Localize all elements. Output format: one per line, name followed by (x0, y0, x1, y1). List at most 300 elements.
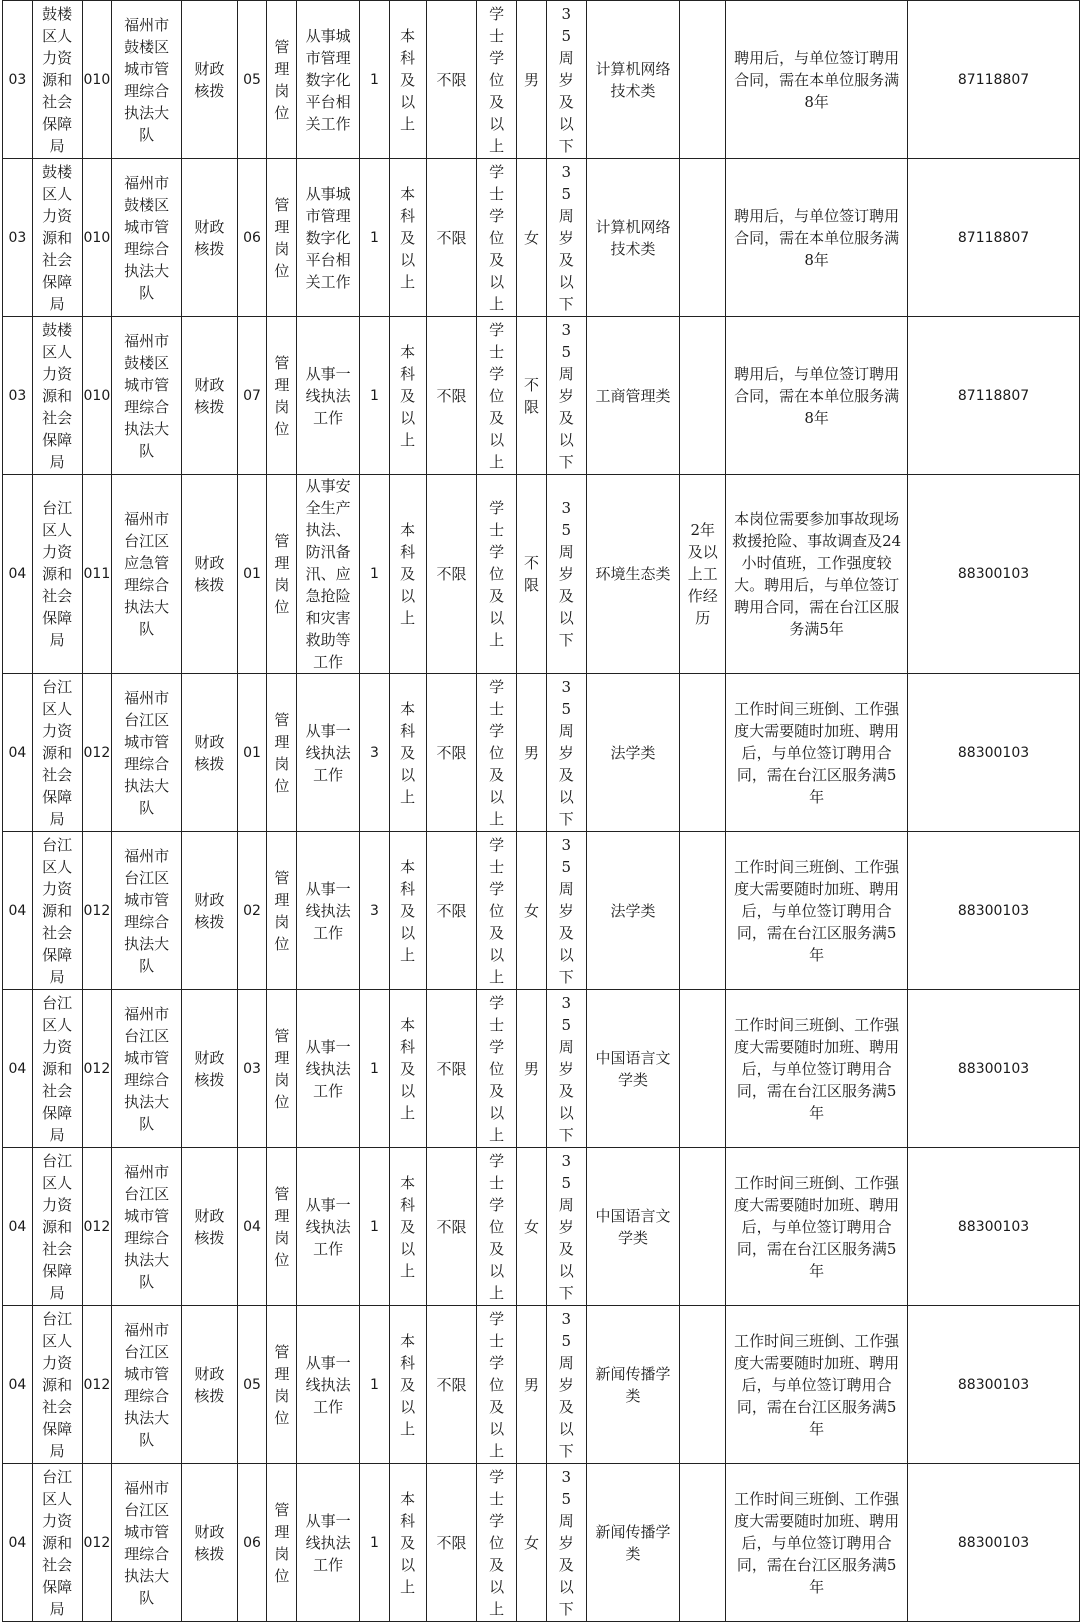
cell-phone (908, 317, 1080, 475)
cell-text: 35周岁及以下 (558, 1309, 574, 1460)
cell-text: 不限 (436, 1533, 467, 1552)
cell-notes (726, 674, 908, 832)
cell-text: 福州市鼓楼区城市管理综合执法大队 (124, 173, 170, 302)
cell-text: 管理岗位 (274, 37, 290, 122)
cell-text: 管理岗位 (274, 532, 290, 616)
cell-education (389, 832, 426, 990)
cell-age (546, 317, 586, 475)
table-row (3, 1, 1080, 159)
cell-text: 本科及以上 (400, 1173, 416, 1280)
cell-post-type (267, 990, 297, 1148)
cell-major (586, 317, 680, 475)
cell-degree (477, 990, 517, 1148)
cell-notes (726, 1148, 908, 1306)
cell-gender (517, 1464, 547, 1622)
cell-dept (32, 990, 82, 1148)
cell-text: 不限 (436, 228, 467, 247)
cell-funding (182, 674, 238, 832)
cell-count (360, 1464, 390, 1622)
cell-text: 从事一线执法工作 (305, 721, 351, 784)
cell-notes (726, 159, 908, 317)
cell-text: 06 (243, 1534, 261, 1551)
cell-text: 35周岁及以下 (558, 4, 574, 155)
cell-text: 女 (523, 228, 539, 247)
cell-age (546, 159, 586, 317)
cell-post-code (237, 317, 267, 475)
cell-text: 财政核拨 (194, 1364, 225, 1405)
cell-funding (182, 475, 238, 674)
cell-text: 财政核拨 (194, 217, 225, 258)
cell-text: 88300103 (957, 1534, 1030, 1551)
cell-text: 1 (370, 1060, 379, 1077)
cell-dept-code (3, 832, 33, 990)
cell-gender (517, 475, 547, 674)
cell-text: 管理岗位 (274, 353, 290, 438)
cell-age (546, 1148, 586, 1306)
cell-age-type (426, 1464, 477, 1622)
cell-text: 学士学位及以上 (489, 1309, 505, 1460)
cell-text: 010 (83, 229, 111, 246)
cell-text: 财政核拨 (194, 1206, 225, 1247)
cell-text: 011 (83, 566, 111, 582)
cell-text: 本科及以上 (400, 1015, 416, 1122)
cell-experience (680, 1148, 726, 1306)
cell-age-type (426, 1306, 477, 1464)
cell-gender (517, 317, 547, 475)
cell-text: 台江区人力资源和社会保障局 (42, 835, 73, 986)
cell-text: 05 (243, 1376, 261, 1393)
cell-text: 财政核拨 (194, 59, 225, 100)
cell-experience (680, 317, 726, 475)
cell-dept (32, 1, 82, 159)
cell-unit (112, 1464, 182, 1622)
cell-phone (908, 1464, 1080, 1622)
cell-post-code (237, 674, 267, 832)
cell-major (586, 1464, 680, 1622)
cell-education (389, 674, 426, 832)
cell-post-type (267, 674, 297, 832)
cell-post-type (267, 159, 297, 317)
cell-unit (112, 159, 182, 317)
cell-text: 男 (523, 1375, 539, 1394)
cell-text: 学士学位及以上 (489, 1151, 505, 1302)
cell-text: 2年及以上工作经历 (687, 521, 718, 627)
cell-dept-code (3, 1148, 33, 1306)
cell-text: 不限 (436, 901, 467, 920)
cell-experience (680, 1, 726, 159)
cell-text: 女 (523, 901, 539, 920)
cell-phone (908, 1, 1080, 159)
cell-count (360, 159, 390, 317)
cell-unit (112, 317, 182, 475)
table-row (3, 832, 1080, 990)
cell-unit-code (82, 1306, 112, 1464)
cell-unit-code (82, 1, 112, 159)
cell-text: 环境生态类 (595, 565, 671, 583)
cell-text: 福州市台江区城市管理综合执法大队 (124, 1320, 170, 1449)
cell-text: 学士学位及以上 (489, 499, 505, 649)
cell-gender (517, 832, 547, 990)
cell-text: 012 (83, 1534, 111, 1551)
cell-dept-code (3, 159, 33, 317)
cell-age-type (426, 832, 477, 990)
cell-age-type (426, 1, 477, 159)
cell-count (360, 674, 390, 832)
cell-text: 学士学位及以上 (489, 162, 505, 313)
cell-funding (182, 317, 238, 475)
cell-text: 从事一线执法工作 (305, 1511, 351, 1574)
cell-text: 福州市台江区城市管理综合执法大队 (124, 1478, 170, 1607)
cell-text: 管理岗位 (274, 1184, 290, 1269)
cell-post-type (267, 475, 297, 674)
cell-text: 04 (8, 1060, 27, 1077)
cell-unit (112, 1, 182, 159)
cell-post-code (237, 159, 267, 317)
cell-text: 台江区人力资源和社会保障局 (42, 677, 73, 828)
cell-duties (297, 1306, 360, 1464)
cell-funding (182, 1, 238, 159)
table-row (3, 1148, 1080, 1306)
cell-text: 管理岗位 (274, 1342, 290, 1427)
cell-text: 1 (370, 1376, 379, 1393)
cell-unit (112, 1306, 182, 1464)
cell-text: 从事一线执法工作 (305, 1195, 351, 1258)
cell-funding (182, 832, 238, 990)
table-row (3, 317, 1080, 475)
cell-text: 男 (523, 1059, 539, 1078)
cell-text: 35周岁及以下 (558, 320, 574, 471)
cell-education (389, 1464, 426, 1622)
cell-text: 本科及以上 (400, 857, 416, 964)
cell-dept (32, 159, 82, 317)
cell-notes (726, 832, 908, 990)
cell-text: 管理岗位 (274, 710, 290, 795)
cell-post-type (267, 1464, 297, 1622)
cell-text: 管理岗位 (274, 868, 290, 953)
cell-text: 87118807 (957, 229, 1030, 246)
cell-text: 012 (83, 744, 111, 761)
cell-text: 福州市台江区城市管理综合执法大队 (124, 846, 170, 975)
cell-dept (32, 1148, 82, 1306)
cell-unit (112, 674, 182, 832)
cell-gender (517, 1, 547, 159)
cell-text: 法学类 (610, 743, 656, 762)
cell-dept (32, 1306, 82, 1464)
cell-text: 从事城市管理数字化平台相关工作 (305, 184, 351, 291)
cell-text: 012 (83, 1376, 111, 1393)
cell-text: 财政核拨 (194, 1048, 225, 1089)
cell-text: 计算机网络技术类 (595, 217, 671, 258)
cell-duties (297, 317, 360, 475)
cell-text: 鼓楼区人力资源和社会保障局 (42, 4, 73, 155)
cell-post-code (237, 1464, 267, 1622)
cell-text: 35周岁及以下 (558, 499, 574, 649)
cell-count (360, 317, 390, 475)
cell-text: 03 (8, 71, 27, 88)
cell-text: 不限 (436, 1217, 467, 1236)
cell-post-code (237, 475, 267, 674)
cell-education (389, 317, 426, 475)
cell-duties (297, 475, 360, 674)
table-row (3, 1306, 1080, 1464)
cell-degree (477, 674, 517, 832)
cell-text: 鼓楼区人力资源和社会保障局 (42, 162, 73, 313)
cell-degree (477, 1306, 517, 1464)
cell-unit (112, 990, 182, 1148)
cell-text: 本科及以上 (400, 521, 416, 627)
cell-age-type (426, 159, 477, 317)
cell-post-code (237, 1, 267, 159)
cell-text: 35周岁及以下 (558, 1467, 574, 1618)
cell-major (586, 1, 680, 159)
cell-education (389, 1306, 426, 1464)
table-row (3, 475, 1080, 674)
cell-text: 工商管理类 (595, 386, 671, 405)
cell-duties (297, 990, 360, 1148)
cell-age (546, 990, 586, 1148)
cell-major (586, 1148, 680, 1306)
cell-text: 06 (243, 229, 261, 246)
cell-funding (182, 1464, 238, 1622)
cell-dept-code (3, 317, 33, 475)
cell-text: 工作时间三班倒、工作强度大需要随时加班、聘用后，与单位签订聘用合同，需在台江区服务满5年 (734, 857, 900, 964)
cell-text: 聘用后，与单位签订聘用合同，需在本单位服务满8年 (734, 48, 900, 111)
cell-count (360, 1306, 390, 1464)
cell-text: 02 (243, 902, 261, 919)
cell-text: 工作时间三班倒、工作强度大需要随时加班、聘用后，与单位签订聘用合同，需在台江区服务满5年 (734, 699, 900, 806)
cell-text: 从事一线执法工作 (305, 1353, 351, 1416)
cell-unit (112, 832, 182, 990)
cell-gender (517, 1148, 547, 1306)
cell-dept (32, 317, 82, 475)
cell-text: 福州市台江区应急管理综合执法大队 (124, 510, 170, 638)
cell-unit-code (82, 674, 112, 832)
cell-major (586, 674, 680, 832)
cell-degree (477, 317, 517, 475)
cell-dept-code (3, 674, 33, 832)
cell-text: 本科及以上 (400, 26, 416, 133)
cell-text: 新闻传播学类 (595, 1364, 671, 1405)
cell-text: 88300103 (957, 566, 1030, 582)
cell-education (389, 1148, 426, 1306)
cell-unit-code (82, 990, 112, 1148)
cell-notes (726, 1306, 908, 1464)
cell-text: 03 (8, 229, 27, 246)
cell-unit-code (82, 832, 112, 990)
cell-text: 不限 (436, 1375, 467, 1394)
cell-duties (297, 832, 360, 990)
cell-duties (297, 1, 360, 159)
cell-post-code (237, 832, 267, 990)
cell-text: 010 (83, 387, 111, 404)
cell-funding (182, 1306, 238, 1464)
cell-text: 1 (370, 229, 379, 246)
cell-age-type (426, 990, 477, 1148)
cell-duties (297, 674, 360, 832)
cell-count (360, 1148, 390, 1306)
cell-text: 不限 (523, 554, 539, 594)
cell-experience (680, 475, 726, 674)
cell-text: 台江区人力资源和社会保障局 (42, 1151, 73, 1302)
cell-degree (477, 159, 517, 317)
cell-text: 不限 (436, 743, 467, 762)
cell-gender (517, 1306, 547, 1464)
cell-text: 新闻传播学类 (595, 1522, 671, 1563)
cell-dept-code (3, 1464, 33, 1622)
cell-text: 012 (83, 1060, 111, 1077)
cell-count (360, 1, 390, 159)
cell-text: 012 (83, 1218, 111, 1235)
cell-experience (680, 990, 726, 1148)
cell-text: 01 (243, 566, 261, 582)
cell-duties (297, 1464, 360, 1622)
cell-text: 3 (370, 902, 379, 919)
cell-text: 工作时间三班倒、工作强度大需要随时加班、聘用后，与单位签订聘用合同，需在台江区服务满5年 (734, 1015, 900, 1122)
table-row (3, 159, 1080, 317)
cell-text: 管理岗位 (274, 1026, 290, 1111)
cell-text: 本科及以上 (400, 342, 416, 449)
cell-text: 聘用后，与单位签订聘用合同，需在本单位服务满8年 (734, 364, 900, 427)
cell-text: 女 (523, 1533, 539, 1552)
cell-degree (477, 475, 517, 674)
cell-text: 管理岗位 (274, 195, 290, 280)
cell-unit (112, 475, 182, 674)
cell-text: 学士学位及以上 (489, 1467, 505, 1618)
cell-phone (908, 1148, 1080, 1306)
cell-text: 中国语言文学类 (595, 1206, 671, 1247)
cell-text: 04 (8, 1376, 27, 1393)
cell-phone (908, 674, 1080, 832)
cell-text: 法学类 (610, 901, 656, 920)
cell-text: 财政核拨 (194, 554, 225, 594)
cell-text: 从事安全生产执法、防汛备汛、应急抢险和灾害救助等工作 (305, 477, 351, 671)
cell-major (586, 475, 680, 674)
cell-degree (477, 1, 517, 159)
cell-text: 04 (8, 902, 27, 919)
cell-post-type (267, 1306, 297, 1464)
cell-text: 台江区人力资源和社会保障局 (42, 1467, 73, 1618)
cell-text: 01 (243, 744, 261, 761)
cell-text: 010 (83, 71, 111, 88)
cell-text: 88300103 (957, 902, 1030, 919)
cell-text: 04 (8, 1218, 27, 1235)
cell-unit (112, 1148, 182, 1306)
cell-text: 从事城市管理数字化平台相关工作 (305, 26, 351, 133)
cell-age (546, 674, 586, 832)
cell-phone (908, 1306, 1080, 1464)
cell-major (586, 159, 680, 317)
cell-text: 从事一线执法工作 (305, 879, 351, 942)
cell-degree (477, 1464, 517, 1622)
cell-text: 台江区人力资源和社会保障局 (42, 993, 73, 1144)
cell-dept-code (3, 1, 33, 159)
cell-age (546, 1306, 586, 1464)
cell-post-code (237, 990, 267, 1148)
cell-count (360, 832, 390, 990)
cell-text: 中国语言文学类 (595, 1048, 671, 1089)
cell-text: 工作时间三班倒、工作强度大需要随时加班、聘用后，与单位签订聘用合同，需在台江区服务满5年 (734, 1173, 900, 1280)
cell-education (389, 990, 426, 1148)
cell-unit-code (82, 317, 112, 475)
cell-unit-code (82, 159, 112, 317)
cell-text: 福州市鼓楼区城市管理综合执法大队 (124, 331, 170, 460)
cell-text: 88300103 (957, 744, 1030, 761)
cell-post-type (267, 832, 297, 990)
cell-gender (517, 990, 547, 1148)
cell-text: 聘用后，与单位签订聘用合同，需在本单位服务满8年 (734, 206, 900, 269)
cell-text: 不限 (436, 565, 467, 583)
cell-text: 本科及以上 (400, 1489, 416, 1596)
cell-post-code (237, 1148, 267, 1306)
cell-text: 88300103 (957, 1376, 1030, 1393)
cell-text: 女 (523, 1217, 539, 1236)
cell-text: 03 (8, 387, 27, 404)
cell-duties (297, 1148, 360, 1306)
cell-education (389, 1, 426, 159)
cell-age (546, 1, 586, 159)
cell-text: 35周岁及以下 (558, 993, 574, 1144)
cell-text: 不限 (436, 386, 467, 405)
cell-text: 04 (243, 1218, 261, 1235)
cell-major (586, 990, 680, 1148)
cell-post-type (267, 1148, 297, 1306)
cell-text: 不限 (523, 375, 539, 416)
cell-text: 学士学位及以上 (489, 4, 505, 155)
cell-text: 1 (370, 566, 379, 582)
cell-text: 不限 (436, 1059, 467, 1078)
cell-text: 福州市台江区城市管理综合执法大队 (124, 688, 170, 817)
cell-text: 87118807 (957, 387, 1030, 404)
cell-text: 财政核拨 (194, 890, 225, 931)
cell-dept (32, 832, 82, 990)
cell-experience (680, 159, 726, 317)
cell-degree (477, 832, 517, 990)
cell-dept (32, 1464, 82, 1622)
cell-text: 财政核拨 (194, 732, 225, 773)
cell-text: 男 (523, 743, 539, 762)
cell-post-type (267, 317, 297, 475)
cell-text: 本科及以上 (400, 184, 416, 291)
cell-major (586, 832, 680, 990)
cell-text: 财政核拨 (194, 1522, 225, 1563)
cell-text: 管理岗位 (274, 1500, 290, 1585)
cell-age (546, 832, 586, 990)
cell-experience (680, 674, 726, 832)
cell-dept-code (3, 990, 33, 1148)
cell-age-type (426, 317, 477, 475)
cell-text: 学士学位及以上 (489, 677, 505, 828)
cell-count (360, 475, 390, 674)
cell-text: 福州市台江区城市管理综合执法大队 (124, 1004, 170, 1133)
cell-text: 本科及以上 (400, 1331, 416, 1438)
cell-text: 07 (243, 387, 261, 404)
cell-age (546, 1464, 586, 1622)
cell-text: 工作时间三班倒、工作强度大需要随时加班、聘用后，与单位签订聘用合同，需在台江区服务满5年 (734, 1331, 900, 1438)
cell-text: 不限 (436, 70, 467, 89)
cell-text: 012 (83, 902, 111, 919)
cell-funding (182, 1148, 238, 1306)
cell-text: 88300103 (957, 1060, 1030, 1077)
cell-text: 35周岁及以下 (558, 162, 574, 313)
cell-age-type (426, 674, 477, 832)
cell-text: 3 (370, 744, 379, 761)
cell-text: 福州市台江区城市管理综合执法大队 (124, 1162, 170, 1291)
cell-unit-code (82, 1464, 112, 1622)
cell-gender (517, 674, 547, 832)
cell-text: 工作时间三班倒、工作强度大需要随时加班、聘用后，与单位签订聘用合同，需在台江区服务满5年 (734, 1489, 900, 1596)
cell-phone (908, 159, 1080, 317)
cell-text: 台江区人力资源和社会保障局 (42, 499, 73, 649)
